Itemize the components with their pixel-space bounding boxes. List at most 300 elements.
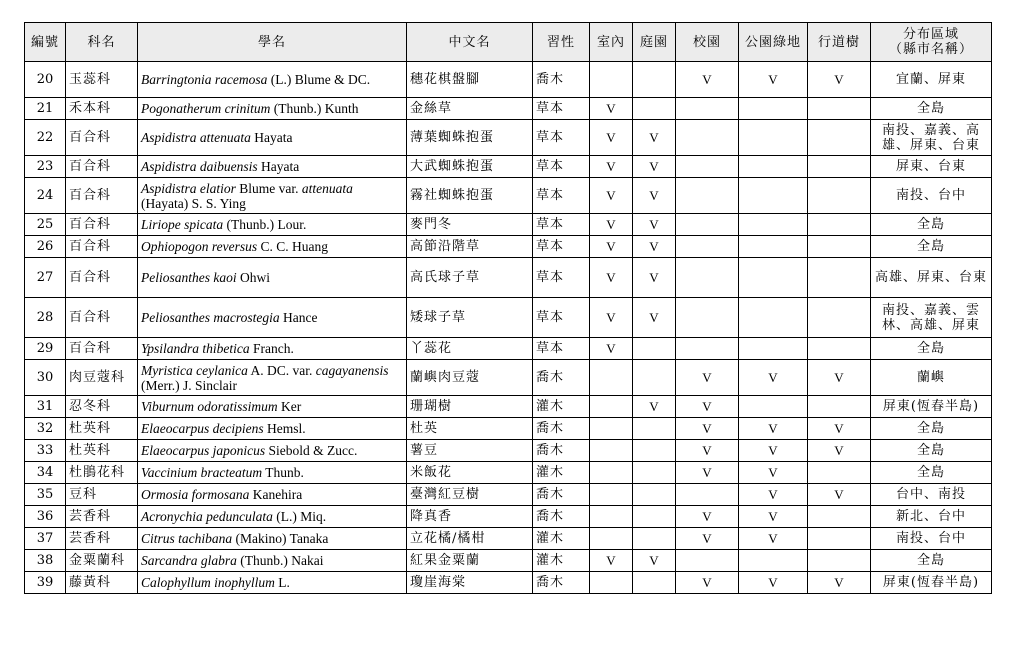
cell-indoor — [590, 360, 633, 396]
taxon-italic: Elaeocarpus japonicus — [141, 443, 266, 458]
cell-no: 33 — [25, 440, 66, 462]
taxon-author: Hayata — [257, 159, 300, 174]
taxon-italic: Citrus tachibana — [141, 531, 233, 546]
cell-distribution: 全島 — [871, 418, 992, 440]
header-scientific-name: 學名 — [138, 23, 407, 62]
cell-habit: 草本 — [533, 298, 590, 338]
cell-family: 杜英科 — [66, 418, 138, 440]
taxon-author: Hemsl. — [263, 421, 306, 436]
cell-park: V — [739, 572, 808, 594]
table-row — [25, 236, 992, 258]
table-row — [25, 156, 992, 178]
cell-park — [739, 214, 808, 236]
cell-distribution: 新北、台中 — [871, 506, 992, 528]
header-garden: 庭園 — [633, 23, 676, 62]
cell-distribution: 南投、台中 — [871, 178, 992, 214]
taxon-author: (Thunb.) Kunth — [270, 101, 359, 116]
cell-scientific-name — [138, 484, 407, 506]
cell-habit: 喬木 — [533, 62, 590, 98]
cell-chinese-name: 高節沿階草 — [407, 236, 533, 258]
cell-distribution: 全島 — [871, 214, 992, 236]
taxon-author: (Thunb.) Lour. — [223, 217, 307, 232]
cell-family: 忍冬科 — [66, 396, 138, 418]
cell-indoor: V — [590, 258, 633, 298]
cell-campus: V — [676, 360, 739, 396]
header-park: 公園綠地 — [739, 23, 808, 62]
cell-family: 百合科 — [66, 120, 138, 156]
table-row — [25, 214, 992, 236]
cell-chinese-name: 大武蜘蛛抱蛋 — [407, 156, 533, 178]
cell-indoor: V — [590, 298, 633, 338]
cell-chinese-name: 杜英 — [407, 418, 533, 440]
header-indoor: 室內 — [590, 23, 633, 62]
cell-street-tree — [808, 258, 871, 298]
species-table — [24, 22, 992, 594]
taxon-italic: Aspidistra elatior — [141, 180, 236, 196]
cell-family: 藤黃科 — [66, 572, 138, 594]
cell-garden: V — [633, 120, 676, 156]
cell-street-tree — [808, 396, 871, 418]
cell-habit: 喬木 — [533, 506, 590, 528]
cell-no: 37 — [25, 528, 66, 550]
cell-indoor — [590, 440, 633, 462]
cell-garden — [633, 572, 676, 594]
taxon-italic: Peliosanthes macrostegia — [141, 310, 280, 325]
cell-habit: 灌木 — [533, 550, 590, 572]
cell-no: 20 — [25, 62, 66, 98]
cell-family: 肉豆蔻科 — [66, 360, 138, 396]
cell-scientific-name — [138, 506, 407, 528]
table-row — [25, 62, 992, 98]
cell-family: 百合科 — [66, 178, 138, 214]
cell-campus — [676, 298, 739, 338]
table-body — [25, 62, 992, 594]
cell-no: 34 — [25, 462, 66, 484]
cell-street-tree — [808, 298, 871, 338]
cell-chinese-name: 薄葉蜘蛛抱蛋 — [407, 120, 533, 156]
cell-park — [739, 338, 808, 360]
cell-distribution: 南投、嘉義、雲林、高雄、屏東 — [871, 298, 992, 338]
cell-scientific-name — [138, 338, 407, 360]
cell-family: 百合科 — [66, 214, 138, 236]
taxon-italic: Viburnum odoratissimum — [141, 399, 278, 414]
taxon-italic: Pogonatherum crinitum — [141, 101, 271, 116]
cell-chinese-name: 立花橘/橘柑 — [407, 528, 533, 550]
cell-distribution: 全島 — [871, 338, 992, 360]
taxon-italic: Ypsilandra thibetica — [141, 341, 250, 356]
cell-garden: V — [633, 156, 676, 178]
taxon-italic: Aspidistra daibuensis — [141, 159, 258, 174]
cell-indoor: V — [590, 98, 633, 120]
cell-family: 芸香科 — [66, 528, 138, 550]
cell-chinese-name: 高氏球子草 — [407, 258, 533, 298]
cell-family: 金粟蘭科 — [66, 550, 138, 572]
cell-campus — [676, 156, 739, 178]
cell-park: V — [739, 484, 808, 506]
taxon-italic: Aspidistra attenuata — [141, 130, 251, 145]
cell-habit: 草本 — [533, 178, 590, 214]
cell-park: V — [739, 462, 808, 484]
cell-no: 26 — [25, 236, 66, 258]
cell-habit: 喬木 — [533, 360, 590, 396]
cell-family: 百合科 — [66, 298, 138, 338]
cell-habit: 草本 — [533, 214, 590, 236]
cell-indoor — [590, 506, 633, 528]
taxon-italic: Liriope spicata — [141, 217, 224, 232]
cell-garden — [633, 62, 676, 98]
cell-garden — [633, 418, 676, 440]
table-row — [25, 528, 992, 550]
cell-indoor — [590, 62, 633, 98]
cell-scientific-name — [138, 298, 407, 338]
cell-scientific-name — [138, 258, 407, 298]
cell-no: 27 — [25, 258, 66, 298]
header-habit: 習性 — [533, 23, 590, 62]
cell-family: 豆科 — [66, 484, 138, 506]
cell-family: 芸香科 — [66, 506, 138, 528]
taxon-italic: Barringtonia racemosa — [141, 72, 268, 87]
cell-distribution: 台中、南投 — [871, 484, 992, 506]
cell-campus — [676, 236, 739, 258]
table-row — [25, 360, 992, 396]
cell-habit: 喬木 — [533, 418, 590, 440]
taxon-author: Blume var. — [235, 180, 302, 196]
cell-scientific-name — [138, 156, 407, 178]
table-row — [25, 178, 992, 214]
cell-scientific-name — [138, 98, 407, 120]
cell-habit: 灌木 — [533, 462, 590, 484]
taxon-italic: cagayanensis — [315, 362, 389, 378]
taxon-italic: Vaccinium bracteatum — [141, 465, 263, 480]
cell-street-tree — [808, 550, 871, 572]
cell-garden — [633, 506, 676, 528]
cell-scientific-name — [138, 178, 407, 214]
cell-park — [739, 98, 808, 120]
cell-garden — [633, 98, 676, 120]
cell-scientific-name — [138, 236, 407, 258]
cell-campus — [676, 550, 739, 572]
table-row — [25, 550, 992, 572]
cell-distribution: 南投、嘉義、高雄、屏東、台東 — [871, 120, 992, 156]
header-family: 科名 — [66, 23, 138, 62]
taxon-author: Siebold & Zucc. — [265, 443, 358, 458]
cell-chinese-name: 瓊崖海棠 — [407, 572, 533, 594]
cell-street-tree — [808, 156, 871, 178]
taxon-author: Franch. — [249, 341, 294, 356]
cell-park: V — [739, 440, 808, 462]
cell-garden: V — [633, 396, 676, 418]
cell-family: 禾本科 — [66, 98, 138, 120]
cell-indoor — [590, 528, 633, 550]
cell-chinese-name: 珊瑚樹 — [407, 396, 533, 418]
cell-garden — [633, 360, 676, 396]
cell-habit: 喬木 — [533, 484, 590, 506]
header-row — [25, 23, 992, 62]
cell-distribution: 屏東(恆春半島) — [871, 396, 992, 418]
cell-indoor: V — [590, 550, 633, 572]
table-row — [25, 440, 992, 462]
cell-indoor: V — [590, 178, 633, 214]
cell-park: V — [739, 418, 808, 440]
cell-indoor — [590, 396, 633, 418]
cell-indoor — [590, 418, 633, 440]
cell-garden — [633, 440, 676, 462]
cell-park — [739, 258, 808, 298]
cell-campus: V — [676, 440, 739, 462]
taxon-italic: Ophiopogon reversus — [141, 239, 258, 254]
cell-campus: V — [676, 62, 739, 98]
cell-street-tree — [808, 528, 871, 550]
cell-chinese-name: 霧社蜘蛛抱蛋 — [407, 178, 533, 214]
cell-campus: V — [676, 418, 739, 440]
taxon-italic: Sarcandra glabra — [141, 553, 237, 568]
table-row — [25, 462, 992, 484]
cell-distribution: 蘭嶼 — [871, 360, 992, 396]
cell-no: 28 — [25, 298, 66, 338]
cell-distribution: 南投、台中 — [871, 528, 992, 550]
cell-campus — [676, 484, 739, 506]
cell-garden: V — [633, 214, 676, 236]
cell-street-tree — [808, 338, 871, 360]
taxon-author: (Merr.) J. Sinclair — [141, 377, 237, 393]
cell-park: V — [739, 62, 808, 98]
cell-park: V — [739, 528, 808, 550]
taxon-author: Thunb. — [262, 465, 304, 480]
table-row — [25, 572, 992, 594]
cell-park — [739, 236, 808, 258]
taxon-italic: Calophyllum inophyllum — [141, 575, 275, 590]
cell-campus: V — [676, 506, 739, 528]
cell-chinese-name: 降真香 — [407, 506, 533, 528]
cell-scientific-name — [138, 360, 407, 396]
cell-campus: V — [676, 528, 739, 550]
cell-street-tree — [808, 462, 871, 484]
table-row — [25, 258, 992, 298]
cell-park: V — [739, 506, 808, 528]
cell-family: 百合科 — [66, 236, 138, 258]
taxon-author: A. DC. var. — [247, 362, 316, 378]
cell-no: 25 — [25, 214, 66, 236]
cell-park — [739, 550, 808, 572]
cell-distribution: 屏東(恆春半島) — [871, 572, 992, 594]
cell-no: 21 — [25, 98, 66, 120]
table-row — [25, 98, 992, 120]
cell-distribution: 全島 — [871, 440, 992, 462]
cell-street-tree — [808, 236, 871, 258]
cell-street-tree: V — [808, 62, 871, 98]
cell-family: 百合科 — [66, 258, 138, 298]
cell-chinese-name: 薯豆 — [407, 440, 533, 462]
cell-park — [739, 178, 808, 214]
cell-family: 杜鵑花科 — [66, 462, 138, 484]
taxon-italic: Elaeocarpus decipiens — [141, 421, 264, 436]
cell-garden — [633, 484, 676, 506]
taxon-italic: Ormosia formosana — [141, 487, 250, 502]
cell-habit: 草本 — [533, 258, 590, 298]
cell-chinese-name: 紅果金粟蘭 — [407, 550, 533, 572]
cell-garden: V — [633, 550, 676, 572]
header-distribution-line2: （縣市名稱） — [888, 42, 973, 57]
cell-park — [739, 120, 808, 156]
cell-distribution: 全島 — [871, 98, 992, 120]
cell-indoor — [590, 572, 633, 594]
taxon-author: Ker — [277, 399, 302, 414]
cell-distribution: 宜蘭、屏東 — [871, 62, 992, 98]
taxon-author: (L.) Miq. — [272, 509, 327, 524]
cell-no: 23 — [25, 156, 66, 178]
cell-indoor: V — [590, 236, 633, 258]
cell-garden: V — [633, 258, 676, 298]
cell-campus — [676, 338, 739, 360]
cell-family: 玉蕊科 — [66, 62, 138, 98]
cell-habit: 草本 — [533, 98, 590, 120]
cell-family: 百合科 — [66, 156, 138, 178]
cell-chinese-name: 臺灣紅豆樹 — [407, 484, 533, 506]
cell-street-tree: V — [808, 572, 871, 594]
cell-no: 35 — [25, 484, 66, 506]
cell-campus — [676, 98, 739, 120]
table-row — [25, 506, 992, 528]
cell-campus — [676, 120, 739, 156]
cell-street-tree — [808, 120, 871, 156]
cell-scientific-name — [138, 418, 407, 440]
taxon-author: Kanehira — [249, 487, 303, 502]
taxon-author: L. — [274, 575, 290, 590]
cell-scientific-name — [138, 462, 407, 484]
table-row — [25, 298, 992, 338]
cell-scientific-name — [138, 396, 407, 418]
cell-garden — [633, 528, 676, 550]
cell-campus — [676, 258, 739, 298]
taxon-author: C. C. Huang — [257, 239, 328, 254]
cell-campus: V — [676, 572, 739, 594]
cell-street-tree: V — [808, 484, 871, 506]
cell-park — [739, 396, 808, 418]
cell-garden — [633, 338, 676, 360]
cell-campus: V — [676, 396, 739, 418]
taxon-italic: Peliosanthes kaoi — [141, 270, 237, 285]
cell-family: 百合科 — [66, 338, 138, 360]
cell-scientific-name — [138, 572, 407, 594]
cell-chinese-name: 米飯花 — [407, 462, 533, 484]
taxon-author: Hance — [279, 310, 318, 325]
cell-indoor: V — [590, 156, 633, 178]
cell-indoor: V — [590, 338, 633, 360]
cell-distribution: 屏東、台東 — [871, 156, 992, 178]
table-row — [25, 484, 992, 506]
taxon-italic: Acronychia pedunculata — [141, 509, 273, 524]
cell-street-tree: V — [808, 440, 871, 462]
taxon-author: (L.) Blume & DC. — [267, 72, 371, 87]
cell-street-tree: V — [808, 418, 871, 440]
taxon-italic: attenuata — [301, 180, 353, 196]
cell-distribution: 全島 — [871, 236, 992, 258]
table-row — [25, 120, 992, 156]
cell-indoor: V — [590, 214, 633, 236]
cell-chinese-name: 金絲草 — [407, 98, 533, 120]
table-row — [25, 396, 992, 418]
header-no: 編號 — [25, 23, 66, 62]
cell-garden: V — [633, 178, 676, 214]
cell-park — [739, 298, 808, 338]
header-distribution-line1: 分布區域 — [902, 27, 959, 42]
cell-campus — [676, 178, 739, 214]
table-row — [25, 418, 992, 440]
cell-scientific-name — [138, 62, 407, 98]
header-distribution — [871, 23, 992, 62]
cell-habit: 草本 — [533, 338, 590, 360]
cell-indoor — [590, 484, 633, 506]
cell-scientific-name — [138, 120, 407, 156]
cell-garden: V — [633, 236, 676, 258]
cell-no: 22 — [25, 120, 66, 156]
header-street-tree: 行道樹 — [808, 23, 871, 62]
cell-park: V — [739, 360, 808, 396]
cell-no: 39 — [25, 572, 66, 594]
cell-street-tree — [808, 506, 871, 528]
cell-habit: 草本 — [533, 120, 590, 156]
cell-garden — [633, 462, 676, 484]
cell-indoor: V — [590, 120, 633, 156]
cell-garden: V — [633, 298, 676, 338]
cell-no: 32 — [25, 418, 66, 440]
taxon-author: (Thunb.) Nakai — [236, 553, 324, 568]
cell-chinese-name: 穗花棋盤腳 — [407, 62, 533, 98]
taxon-author: Hayata — [250, 130, 293, 145]
cell-park — [739, 156, 808, 178]
cell-chinese-name: 丫蕊花 — [407, 338, 533, 360]
cell-distribution: 全島 — [871, 550, 992, 572]
cell-scientific-name — [138, 528, 407, 550]
taxon-author: (Hayata) S. S. Ying — [141, 195, 246, 211]
cell-chinese-name: 蘭嶼肉豆蔻 — [407, 360, 533, 396]
cell-no: 30 — [25, 360, 66, 396]
cell-no: 36 — [25, 506, 66, 528]
table-row — [25, 338, 992, 360]
cell-no: 24 — [25, 178, 66, 214]
cell-distribution: 全島 — [871, 462, 992, 484]
cell-campus — [676, 214, 739, 236]
cell-no: 29 — [25, 338, 66, 360]
cell-habit: 喬木 — [533, 572, 590, 594]
cell-habit: 灌木 — [533, 396, 590, 418]
cell-scientific-name — [138, 214, 407, 236]
cell-campus: V — [676, 462, 739, 484]
cell-scientific-name — [138, 550, 407, 572]
cell-chinese-name: 矮球子草 — [407, 298, 533, 338]
taxon-author: Ohwi — [236, 270, 270, 285]
taxon-italic: Myristica ceylanica — [141, 362, 248, 378]
cell-indoor — [590, 462, 633, 484]
cell-street-tree: V — [808, 360, 871, 396]
header-campus: 校園 — [676, 23, 739, 62]
cell-family: 杜英科 — [66, 440, 138, 462]
cell-habit: 喬木 — [533, 440, 590, 462]
cell-habit: 草本 — [533, 156, 590, 178]
cell-street-tree — [808, 214, 871, 236]
taxon-author: (Makino) Tanaka — [232, 531, 329, 546]
cell-chinese-name: 麥門冬 — [407, 214, 533, 236]
cell-street-tree — [808, 178, 871, 214]
cell-no: 38 — [25, 550, 66, 572]
header-chinese-name: 中文名 — [407, 23, 533, 62]
cell-no: 31 — [25, 396, 66, 418]
cell-distribution: 高雄、屏東、台東 — [871, 258, 992, 298]
cell-habit: 草本 — [533, 236, 590, 258]
cell-habit: 灌木 — [533, 528, 590, 550]
cell-street-tree — [808, 98, 871, 120]
cell-scientific-name — [138, 440, 407, 462]
